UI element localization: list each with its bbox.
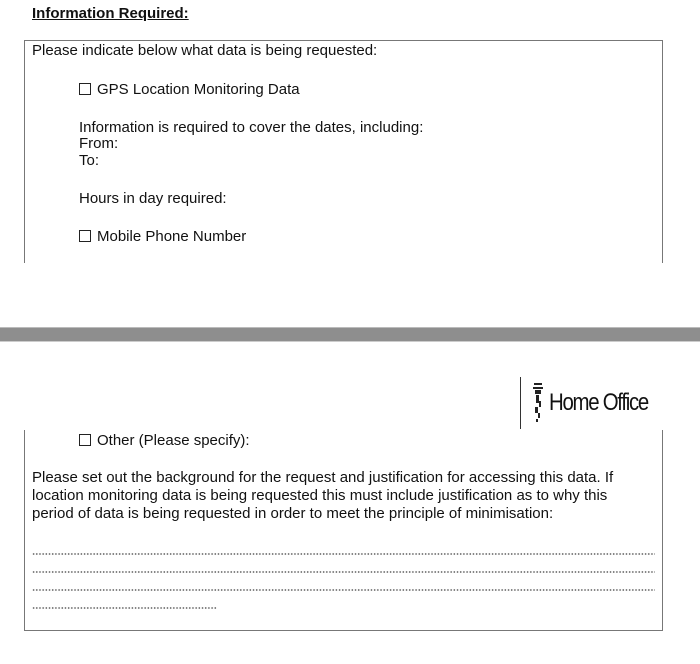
other-checkbox[interactable] bbox=[79, 434, 91, 446]
page-separator bbox=[0, 327, 700, 342]
box2-left-border bbox=[24, 430, 25, 631]
background-line: location monitoring data is being requested this must include justification as to why this bbox=[32, 487, 608, 504]
from-label: From: bbox=[79, 135, 119, 152]
other-label: Other (Please specify): bbox=[97, 432, 250, 449]
box-top-border bbox=[24, 40, 663, 41]
background-line: period of data is being requested in order to meet the principle of minimisation: bbox=[32, 505, 554, 522]
answer-line[interactable] bbox=[32, 571, 655, 573]
crest-icon bbox=[531, 381, 545, 425]
box-left-border bbox=[24, 40, 25, 263]
background-line: Please set out the background for the request and justification for accessing this data. If bbox=[32, 469, 614, 486]
request-prompt: Please indicate below what data is being requested: bbox=[32, 42, 378, 59]
home-office-logo bbox=[520, 377, 665, 429]
to-label: To: bbox=[79, 152, 100, 169]
gps-checkbox[interactable] bbox=[79, 83, 91, 95]
mobile-option[interactable] bbox=[79, 228, 246, 245]
answer-line[interactable] bbox=[32, 553, 655, 555]
gps-option[interactable] bbox=[79, 81, 300, 98]
box2-right-border bbox=[662, 430, 663, 631]
gps-label: GPS Location Monitoring Data bbox=[97, 81, 300, 98]
other-option[interactable] bbox=[79, 432, 250, 449]
logo-divider bbox=[520, 377, 521, 429]
answer-line[interactable] bbox=[32, 589, 655, 591]
dates-intro: Information is required to cover the dates, including: bbox=[79, 119, 424, 136]
box-right-border bbox=[662, 40, 663, 263]
box2-bottom-border bbox=[24, 630, 663, 631]
answer-line[interactable] bbox=[32, 607, 217, 609]
mobile-checkbox[interactable] bbox=[79, 230, 91, 242]
hours-label: Hours in day required: bbox=[79, 190, 227, 207]
logo-text: Home Office bbox=[549, 389, 648, 416]
mobile-label: Mobile Phone Number bbox=[97, 228, 247, 245]
section-title: Information Required: bbox=[32, 5, 189, 22]
